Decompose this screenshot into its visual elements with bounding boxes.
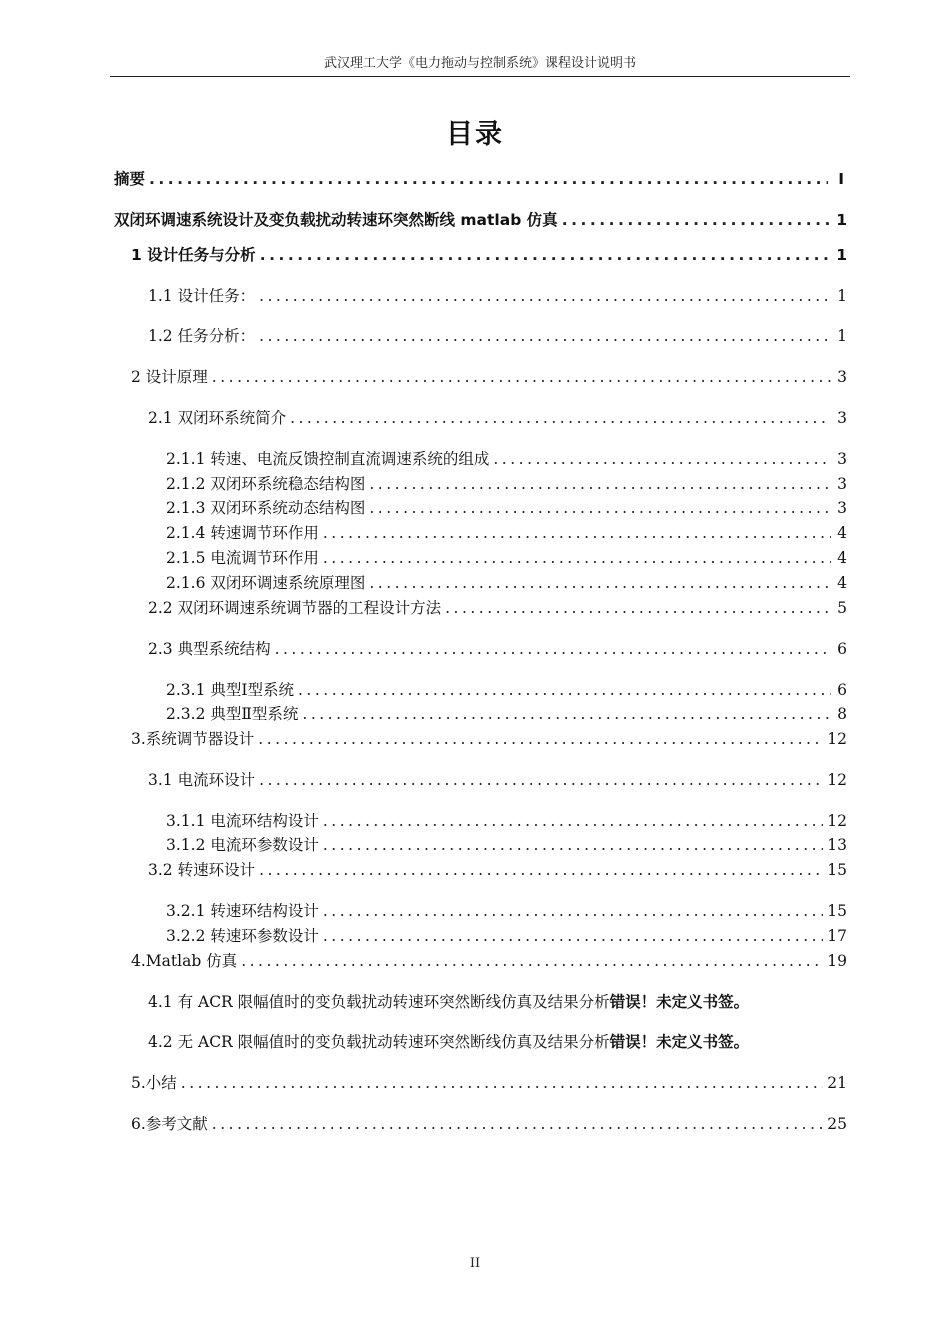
toc-entry-title: 3.1.1 电流环结构设计 <box>166 812 319 830</box>
toc-page-number: 21 <box>827 1074 847 1092</box>
toc-leader-dots <box>149 168 828 190</box>
toc-entry-2-1-3[interactable] <box>166 497 847 519</box>
toc-entry-2-3[interactable] <box>148 638 847 660</box>
toc-entry-4-2[interactable] <box>148 1031 749 1053</box>
toc-leader-dots <box>258 728 823 750</box>
toc-leader-dots <box>302 703 831 725</box>
toc-entry-title: 2.1 双闭环系统简介 <box>148 409 287 427</box>
toc-entry-2-3-1[interactable] <box>166 679 847 701</box>
toc-entry-title: 2.3 典型系统结构 <box>148 640 271 658</box>
toc-leader-dots <box>445 597 831 619</box>
toc-leader-dots <box>323 900 823 922</box>
toc-entry-2-1-4[interactable] <box>166 522 847 544</box>
toc-page-number: 1 <box>837 287 847 305</box>
toc-entry-title: 4.2 无 ACR 限幅值时的变负载扰动转速环突然断线仿真及结果分析 <box>148 1033 610 1051</box>
toc-entry-title: 2.1.4 转速调节环作用 <box>166 524 319 542</box>
toc-page-number: 6 <box>837 681 847 699</box>
toc-entry-main-title[interactable] <box>114 209 847 231</box>
toc-entry-title: 摘要 <box>114 170 146 188</box>
toc-entry-title: 2.1.1 转速、电流反馈控制直流调速系统的组成 <box>166 450 490 468</box>
toc-entry-ch1[interactable] <box>131 244 847 266</box>
toc-bookmark-error: 错误！未定义书签。 <box>609 1033 750 1051</box>
toc-entry-title: 1 设计任务与分析 <box>131 246 256 264</box>
toc-entry-3-1-2[interactable] <box>166 834 847 856</box>
toc-entry-2-1-6[interactable] <box>166 572 847 594</box>
toc-page-number: 1 <box>837 327 847 345</box>
toc-entry-title: 1.2 任务分析： <box>148 327 256 345</box>
toc-leader-dots <box>323 810 823 832</box>
toc-leader-dots <box>259 325 831 347</box>
toc-page-number: 12 <box>827 812 847 830</box>
header-rule <box>110 76 850 77</box>
toc-page-number: 17 <box>827 927 847 945</box>
toc-entry-title: 2 设计原理 <box>131 368 208 386</box>
toc-page-number: 12 <box>827 730 847 748</box>
toc-leader-dots <box>562 209 831 231</box>
toc-entry-title: 2.3.2 典型Ⅱ型系统 <box>166 705 299 723</box>
toc-entry-title: 2.1.5 电流调节环作用 <box>166 549 319 567</box>
toc-leader-dots <box>241 950 823 972</box>
toc-entry-title: 2.1.3 双闭环系统动态结构图 <box>166 499 366 517</box>
toc-page-number: 4 <box>837 524 847 542</box>
toc-page-number: 3 <box>837 475 847 493</box>
toc-page-number: 15 <box>827 902 847 920</box>
toc-entry-title: 3.2.1 转速环结构设计 <box>166 902 319 920</box>
toc-entry-abstract[interactable] <box>114 168 844 190</box>
toc-entry-title: 3.2.2 转速环参数设计 <box>166 927 319 945</box>
toc-entry-title: 2.1.6 双闭环调速系统原理图 <box>166 574 366 592</box>
toc-leader-dots <box>259 285 831 307</box>
toc-entry-1-2[interactable] <box>148 325 847 347</box>
toc-leader-dots <box>298 679 831 701</box>
toc-entry-ch6[interactable] <box>131 1113 847 1135</box>
toc-entry-title: 1.1 设计任务： <box>148 287 256 305</box>
toc-entry-2-2[interactable] <box>148 597 847 619</box>
toc-page-number: 4 <box>837 574 847 592</box>
toc-entry-1-1[interactable] <box>148 285 847 307</box>
toc-page-number: 25 <box>827 1115 847 1133</box>
toc-entry-title: 4.Matlab 仿真 <box>131 952 238 970</box>
toc-leader-dots <box>493 448 831 470</box>
toc-page-number: 1 <box>836 211 847 229</box>
toc-leader-dots <box>275 638 831 660</box>
page-header: 武汉理工大学《电力拖动与控制系统》课程设计说明书 <box>323 56 636 71</box>
toc-leader-dots <box>259 769 823 791</box>
toc-page-number: 3 <box>837 409 847 427</box>
toc-entry-3-2[interactable] <box>148 859 847 881</box>
toc-entry-title: 2.1.2 双闭环系统稳态结构图 <box>166 475 366 493</box>
page-title: 目录 <box>446 119 504 150</box>
toc-bookmark-error: 错误！未定义书签。 <box>609 993 750 1011</box>
toc-page-number: 3 <box>837 499 847 517</box>
toc-entry-3-1-1[interactable] <box>166 810 847 832</box>
toc-entry-title: 6.参考文献 <box>131 1115 208 1133</box>
toc-page-number: 4 <box>837 549 847 567</box>
toc-page-number: 3 <box>837 450 847 468</box>
toc-page-number: 12 <box>827 771 847 789</box>
toc-page-number: 13 <box>827 836 847 854</box>
toc-leader-dots <box>212 366 831 388</box>
toc-entry-title: 2.3.1 典型Ⅰ型系统 <box>166 681 294 699</box>
toc-entry-2-1[interactable] <box>148 407 847 429</box>
toc-page-number: I <box>838 170 844 188</box>
toc-leader-dots <box>290 407 831 429</box>
toc-entry-title: 双闭环调速系统设计及变负载扰动转速环突然断线 matlab 仿真 <box>114 211 558 229</box>
toc-entry-3-2-1[interactable] <box>166 900 847 922</box>
toc-leader-dots <box>369 572 831 594</box>
toc-entry-3-2-2[interactable] <box>166 925 847 947</box>
toc-page-number: 5 <box>837 599 847 617</box>
toc-entry-3-1[interactable] <box>148 769 847 791</box>
toc-leader-dots <box>259 859 823 881</box>
toc-entry-ch3[interactable] <box>131 728 847 750</box>
toc-entry-ch4[interactable] <box>131 950 847 972</box>
toc-entry-title: 3.系统调节器设计 <box>131 730 255 748</box>
toc-leader-dots <box>260 244 831 266</box>
toc-page-number: 3 <box>837 368 847 386</box>
toc-leader-dots <box>323 834 823 856</box>
toc-entry-4-1[interactable] <box>148 991 749 1013</box>
toc-entry-title: 2.2 双闭环调速系统调节器的工程设计方法 <box>148 599 442 617</box>
toc-page-number: 15 <box>827 861 847 879</box>
toc-entry-2-1-5[interactable] <box>166 547 847 569</box>
toc-entry-title: 4.1 有 ACR 限幅值时的变负载扰动转速环突然断线仿真及结果分析 <box>148 993 610 1011</box>
toc-entry-title: 3.1.2 电流环参数设计 <box>166 836 319 854</box>
toc-entry-2-1-2[interactable] <box>166 473 847 495</box>
toc-entry-title: 3.2 转速环设计 <box>148 861 256 879</box>
toc-leader-dots <box>212 1113 823 1135</box>
toc-leader-dots <box>369 473 831 495</box>
toc-leader-dots <box>181 1072 823 1094</box>
toc-page-number: 8 <box>837 705 847 723</box>
toc-entry-title: 3.1 电流环设计 <box>148 771 256 789</box>
toc-entry-ch5[interactable] <box>131 1072 847 1094</box>
page-footer-number: II <box>469 1256 481 1271</box>
toc-leader-dots <box>323 547 831 569</box>
toc-page-number: 1 <box>836 246 847 264</box>
toc-entry-title: 5.小结 <box>131 1074 177 1092</box>
toc-entry-2-1-1[interactable] <box>166 448 847 470</box>
toc-entry-2-3-2[interactable] <box>166 703 847 725</box>
toc-leader-dots <box>323 522 831 544</box>
toc-page-number: 6 <box>837 640 847 658</box>
toc-page-number: 19 <box>827 952 847 970</box>
toc-leader-dots <box>369 497 831 519</box>
toc-entry-ch2[interactable] <box>131 366 847 388</box>
toc-leader-dots <box>323 925 823 947</box>
